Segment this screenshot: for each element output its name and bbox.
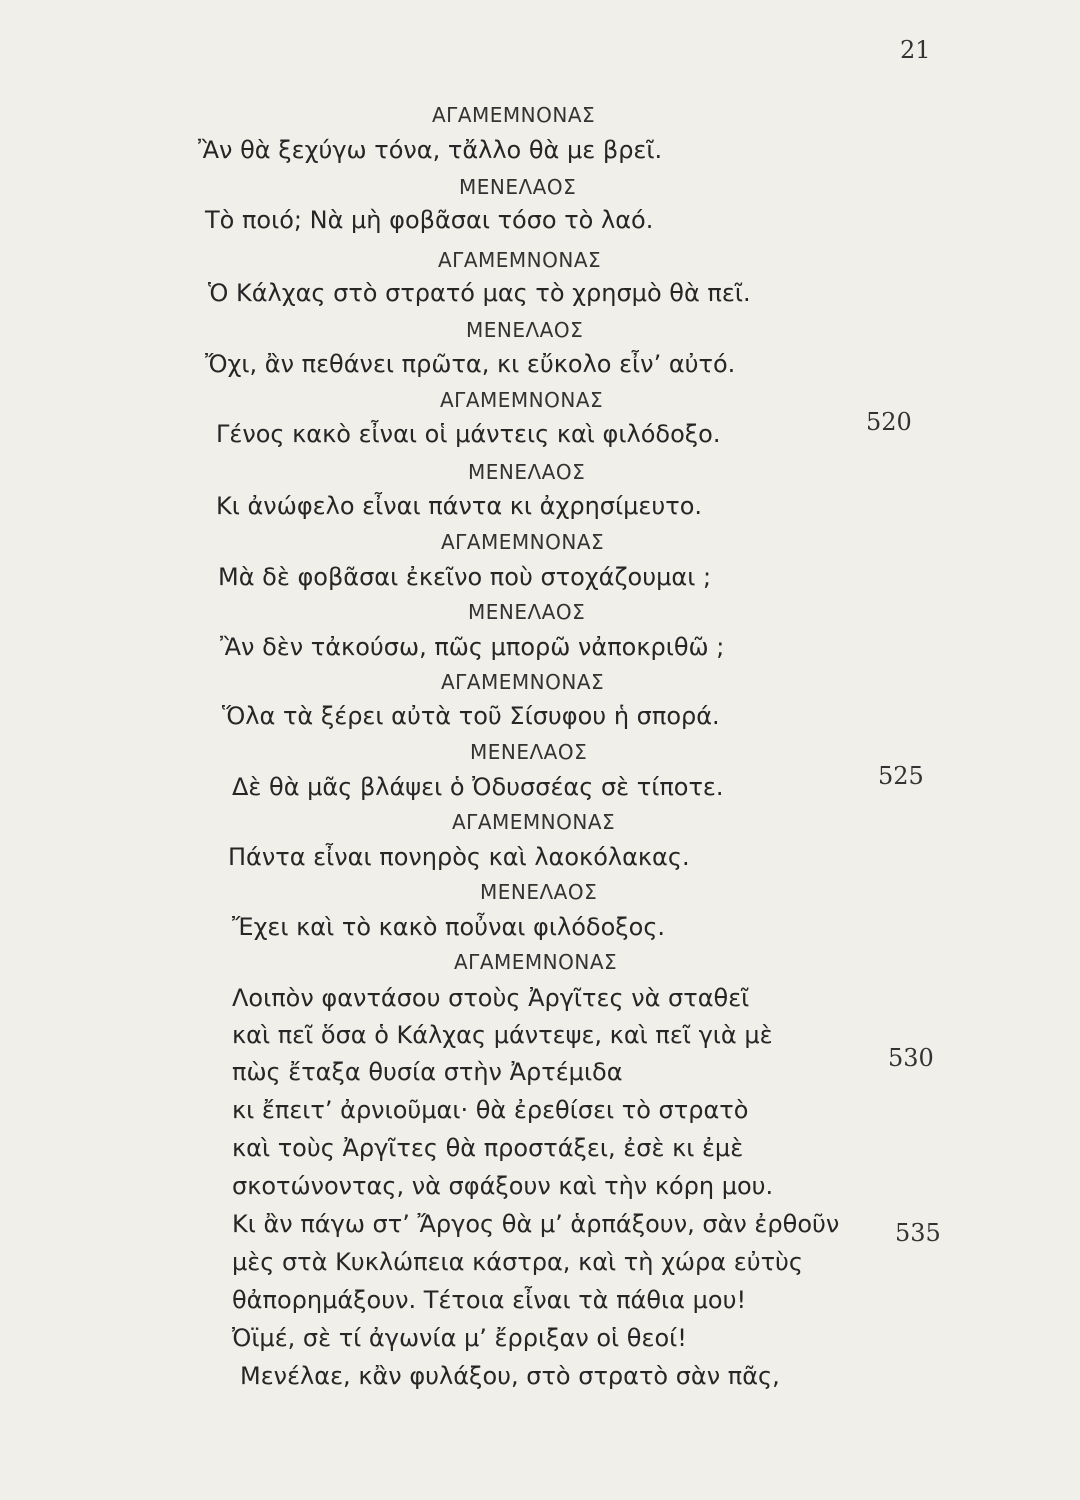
verse-line: Ὀϊμέ, σὲ τί ἀγωνία μ’ ἔρριξαν οἱ θεοί! [232,1324,687,1352]
line-number: 530 [888,1044,934,1072]
verse-line: πὼς ἔταξα θυσία στὴν Ἀρτέμιδα [232,1058,623,1086]
verse-line: Ὄχι, ἂν πεθάνει πρῶτα, κι εὔκολο εἶν’ αὐτό. [205,350,736,378]
verse-line: Πάντα εἶναι πονηρὸς καὶ λαοκόλακας. [228,843,690,871]
page-number: 21 [900,36,931,64]
speaker-label-agamemnon: ΑΓΑΜΕΜΝΟΝΑΣ [440,388,604,412]
verse-line: Ὁ Κάλχας στὸ στρατό μας τὸ χρησμὸ θὰ πεῖ. [208,279,751,307]
line-number: 520 [866,408,912,436]
speaker-label-menelaus: ΜΕΝΕΛΑΟΣ [468,460,586,484]
verse-line: Ἂν δὲν τἀκούσω, πῶς μπορῶ νἀποκριθῶ ; [220,633,725,661]
speaker-label-agamemnon: ΑΓΑΜΕΜΝΟΝΑΣ [441,670,605,694]
speaker-label-agamemnon: ΑΓΑΜΕΜΝΟΝΑΣ [454,950,618,974]
verse-line: Ἔχει καὶ τὸ κακὸ ποὖναι φιλόδοξος. [232,913,666,941]
line-number: 535 [895,1219,941,1247]
line-number: 525 [878,762,924,790]
verse-line: Γένος κακὸ εἶναι οἱ μάντεις καὶ φιλόδοξο. [216,420,721,448]
verse-line: θἀπορημάξουν. Τέτοια εἶναι τὰ πάθια μου! [232,1286,747,1314]
speaker-label-agamemnon: ΑΓΑΜΕΜΝΟΝΑΣ [441,530,605,554]
verse-line: κι ἔπειτ’ ἀρνιοῦμαι· θὰ ἐρεθίσει τὸ στρατὸ [232,1096,749,1124]
verse-line: σκοτώνοντας, νὰ σφάξουν καὶ τὴν κόρη μου. [232,1172,774,1200]
speaker-label-menelaus: ΜΕΝΕΛΑΟΣ [468,600,586,624]
verse-line: Λοιπὸν φαντάσου στοὺς Ἀργῖτες νὰ σταθεῖ [232,984,750,1012]
speaker-label-menelaus: ΜΕΝΕΛΑΟΣ [459,175,577,199]
verse-line: καὶ πεῖ ὅσα ὁ Κάλχας μάντεψε, καὶ πεῖ γιὰ μὲ [232,1021,773,1049]
speaker-label-agamemnon: ΑΓΑΜΕΜΝΟΝΑΣ [432,103,596,127]
verse-line: Ἂν θὰ ξεχύγω τόνα, τἄλλο θὰ με βρεῖ. [198,136,663,164]
verse-line: Κι ἂν πάγω στ’ Ἄργος θὰ μ’ ἁρπάξουν, σὰν ἐρθοῦν [232,1210,840,1238]
verse-line: Κι ἀνώφελο εἶναι πάντα κι ἀχρησίμευτο. [216,492,703,520]
verse-line: Δὲ θὰ μᾶς βλάψει ὁ Ὀδυσσέας σὲ τίποτε. [232,773,724,801]
verse-line: Μενέλαε, κἂν φυλάξου, στὸ στρατὸ σὰν πᾶς, [240,1362,780,1390]
speaker-label-menelaus: ΜΕΝΕΛΑΟΣ [466,318,584,342]
speaker-label-menelaus: ΜΕΝΕΛΑΟΣ [480,880,598,904]
verse-line: Ὅλα τὰ ξέρει αὐτὰ τοῦ Σίσυφου ἡ σπορά. [222,702,720,730]
verse-line: καὶ τοὺς Ἀργῖτες θὰ προστάξει, ἐσὲ κι ἐμὲ [232,1134,744,1162]
verse-line: Μὰ δὲ φοβᾶσαι ἐκεῖνο ποὺ στοχάζουμαι ; [218,563,712,591]
verse-line: μὲς στὰ Κυκλώπεια κάστρα, καὶ τὴ χώρα εὐτὺς [232,1248,803,1276]
verse-line: Τὸ ποιό; Νὰ μὴ φοβᾶσαι τόσο τὸ λαό. [205,206,654,234]
speaker-label-menelaus: ΜΕΝΕΛΑΟΣ [470,740,588,764]
speaker-label-agamemnon: ΑΓΑΜΕΜΝΟΝΑΣ [438,248,602,272]
speaker-label-agamemnon: ΑΓΑΜΕΜΝΟΝΑΣ [452,810,616,834]
